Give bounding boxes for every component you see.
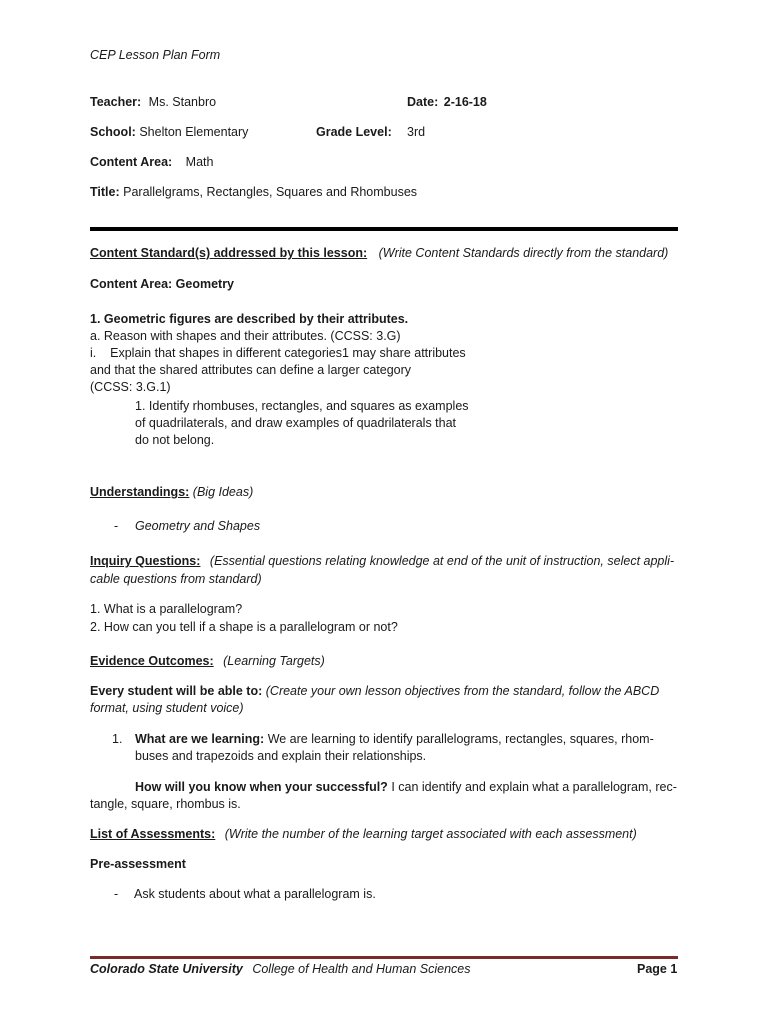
every-student-note: (Create your own lesson objectives from the standard, follow the ABCD [265,684,660,698]
standards-heading: Content Standard(s) addressed by this lesson: [90,246,368,260]
inquiry-heading-row [90,553,674,569]
evidence-heading: Evidence Outcomes: [90,654,214,668]
header-divider [90,227,678,231]
footer-divider [90,956,678,959]
every-student-note-cont: format, using student voice) [90,701,244,715]
pre-assessment-item: Ask students about what a parallelogram is. [134,887,376,901]
school-value: Shelton Elementary [139,125,249,139]
learning-text: We are learning to identify parallelograms, rectangles, squares, rhom- [267,732,654,746]
school-row [90,124,248,140]
page-number: Page 1 [637,962,678,976]
understandings-note: (Big Ideas) [192,485,254,499]
form-title: CEP Lesson Plan Form [90,48,221,62]
assessments-note: (Write the number of the learning target associated with each assessment) [224,827,637,841]
standard-line: do not belong. [135,433,215,447]
assessments-heading-row [90,826,637,842]
every-student-label: Every student will be able to: [90,684,263,698]
standards-content-area: Content Area: Geometry [90,277,235,291]
evidence-heading-row [90,653,325,669]
content-area-row [90,154,213,170]
learning-text-cont: buses and trapezoids and explain their relationships. [135,749,427,763]
learning-label: What are we learning: [135,732,265,746]
evidence-note: (Learning Targets) [223,654,325,668]
standard-line: of quadrilaterals, and draw examples of quadrilaterals that [135,416,457,430]
standards-heading-row [90,245,668,261]
school-label: School: [90,125,136,139]
date-label: Date: [407,95,439,109]
title-row [90,184,417,200]
pre-assessment-label: Pre-assessment [90,857,186,871]
standard-line: 1. Geometric figures are described by their attributes. [90,312,409,326]
content-area-value: Math [185,155,214,169]
inquiry-note: (Essential questions relating knowledge at end of the unit of instruction, select appli- [209,554,675,568]
title-label: Title: [90,185,120,199]
standard-line: 1. Identify rhombuses, rectangles, and squares as examples [135,399,469,413]
standard-line: (CCSS: 3.G.1) [90,380,171,394]
grade-label: Grade Level: [316,125,392,139]
understandings-heading-row [90,484,253,500]
inquiry-heading: Inquiry Questions: [90,554,201,568]
date-row [407,94,487,110]
content-area-label: Content Area: [90,155,173,169]
footer-university: Colorado State University [90,962,243,976]
grade-value: 3rd [407,125,426,139]
assessments-heading: List of Assessments: [90,827,216,841]
teacher-row [90,94,216,110]
standard-line: i. Explain that shapes in different categories1 may share attributes [90,346,466,360]
learning-number: 1. [112,732,123,746]
success-text: I can identify and explain what a parallelogram, rec- [391,780,677,794]
title-value: Parallelgrams, Rectangles, Squares and Rhombuses [123,185,418,199]
success-label: How will you know when your successful? [135,780,388,794]
footer-college: College of Health and Human Sciences [252,962,471,976]
inquiry-note-cont: cable questions from standard) [90,572,262,586]
success-row [135,779,677,795]
standards-note: (Write Content Standards directly from the standard) [378,246,669,260]
date-value: 2-16-18 [443,95,487,109]
standard-line: and that the shared attributes can define a larger category [90,363,412,377]
footer-left [90,961,471,977]
understandings-heading: Understandings: [90,485,190,499]
teacher-label: Teacher: [90,95,142,109]
understandings-item: Geometry and Shapes [135,519,261,533]
every-student-row [90,683,659,699]
teacher-value: Ms. Stanbro [148,95,217,109]
success-text-cont: tangle, square, rhombus is. [90,797,241,811]
learning-row [135,731,654,747]
understandings-bullet: - [114,519,119,533]
inquiry-question: 1. What is a parallelogram? [90,602,243,616]
inquiry-question: 2. How can you tell if a shape is a parallelogram or not? [90,620,398,634]
pre-assessment-bullet: - [114,887,119,901]
standard-line: a. Reason with shapes and their attributes. (CCSS: 3.G) [90,329,401,343]
